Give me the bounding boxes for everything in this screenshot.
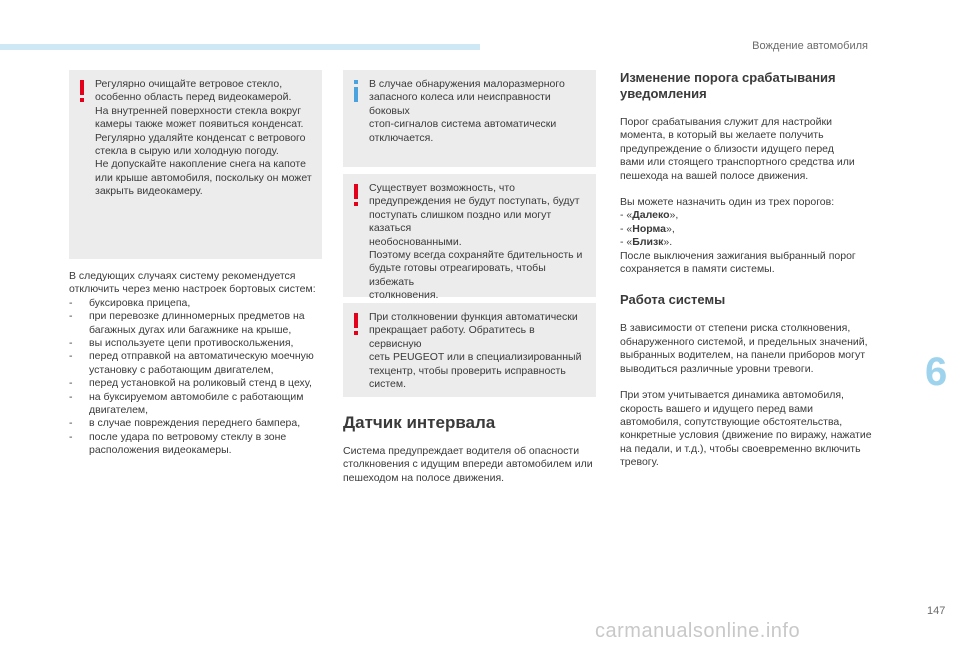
chapter-number: 6 [925, 350, 948, 394]
list-item: - «Норма», [620, 222, 675, 235]
list-item: - перед установкой на роликовый стенд в цеху, [69, 377, 312, 390]
info-box [343, 70, 596, 167]
list-item: - на буксируемом автомобиле с работающим двигателем, [69, 390, 304, 417]
info-text: В случае обнаружения малоразмерного запасного колеса или неисправности боковых стоп-сигналов система автоматически отключается. [369, 78, 565, 144]
list-item: - «Близк». [620, 236, 673, 249]
list-item: - перед отправкой на автоматическую моечную установку с работающим двигателем, [69, 350, 314, 376]
watermark: carmanualsonline.info [595, 620, 801, 642]
list-item: - при перевозке длинномерных предметов на багажных дугах или багажнике на крыше, [69, 310, 305, 336]
section-heading: Датчик интервала [343, 413, 496, 432]
page-number: 147 [927, 605, 946, 617]
header-accent-bar [0, 44, 480, 50]
alert-levels-text: В зависимости от степени риска столкновения, обнаруженного системой, и предельных значений, выбранных водителем, на панели приборов могут выводиться различные уровни тревоги. [620, 322, 868, 375]
warning-icon [79, 80, 85, 102]
threshold-list [620, 209, 880, 249]
right-column [620, 70, 880, 470]
threshold-memory-note: После выключения зажигания выбранный порог сохраняется в памяти системы. [620, 249, 856, 276]
threshold-description: Порог срабатывания служит для настройки момента, в который вы желаете получить предупреждение о близости идущего перед вами или стоящего транспортного средства или пешехода на вашей полосе движения. [620, 116, 855, 182]
list-item: - вы используете цепи противоскольжения, [69, 337, 294, 350]
section-heading: Изменение порога срабатывания уведомления [620, 70, 836, 101]
warning-box [69, 70, 322, 259]
section-title: Вождение автомобиля [752, 40, 868, 52]
warning-icon [353, 313, 359, 335]
list-item: - буксировка прицепа, [69, 296, 191, 309]
left-column [69, 270, 329, 458]
info-icon [353, 80, 359, 102]
warning-text: Регулярно очищайте ветровое стекло, особенно область перед видеокамерой. На внутренней поверхности стекла вокруг камеры также может появиться конденсат. Регулярно удаляйте конденсат с ветрового стекла в сырую или холодную погоду. Не допускайте накопление снега на капоте или крыше автомобиля, поскольку он может закрыть видеокамеру. [95, 78, 312, 198]
list-item: - «Далеко», [620, 209, 679, 222]
warning-text: Существует возможность, что предупреждения не будут поступать, будут поступать слишком поздно или могут казаться необоснованными. Поэтому всегда сохраняйте бдительность и будьте готовы отреагировать, чтобы избежать столкновения. [369, 182, 583, 302]
middle-section [343, 413, 603, 485]
section-heading: Работа системы [620, 292, 726, 308]
left-intro: В следующих случаях систему рекомендуется отключить через меню настроек бортовых систем: [69, 270, 316, 296]
threshold-intro: Вы можете назначить один из трех порогов: [620, 196, 835, 209]
warning-text: При столкновении функция автоматически прекращает работу. Обратитесь в сервисную сеть PEUGEOT или в специализированный техцентр, чтобы проверить исправность систем. [369, 311, 582, 391]
disable-conditions-list [69, 297, 329, 458]
warning-icon [353, 184, 359, 206]
warning-box [343, 174, 596, 302]
list-item: - в случае повреждения переднего бампера, [69, 417, 301, 430]
alert-dynamics-text: При этом учитывается динамика автомобиля, скорость вашего и идущего перед вами автомобиля, сопутствующие обстоятельства, конкретные условия (движение по виражу, нажатие на педали, и т.д.), чтобы своевременно включить тревогу. [620, 389, 872, 469]
warning-box [343, 303, 596, 397]
section-text: Система предупреждает водителя об опасности столкновения с идущим впереди автомобилем или пешеходом на полосе движения. [343, 445, 593, 484]
list-item: - после удара по ветровому стеклу в зоне расположения видеокамеры. [69, 430, 287, 457]
